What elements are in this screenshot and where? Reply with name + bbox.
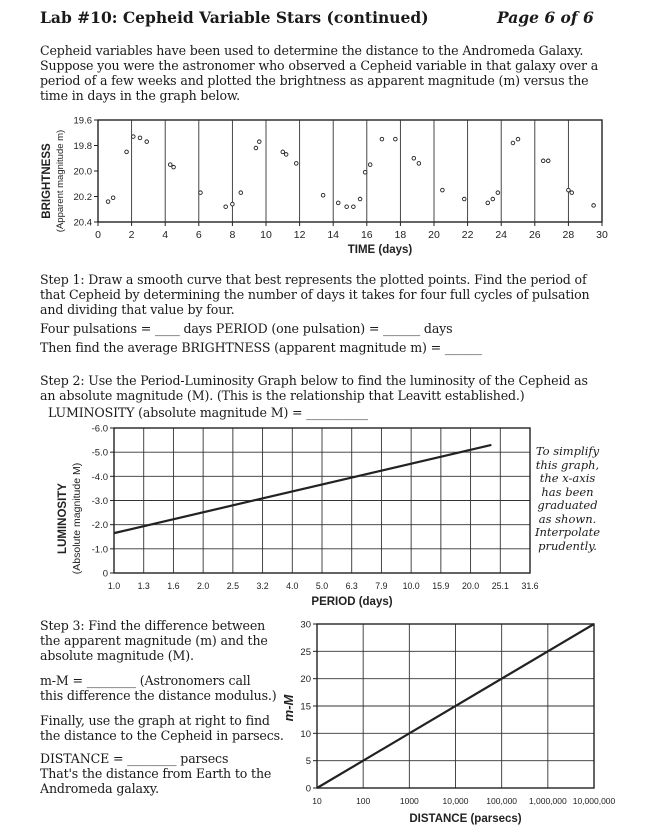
luminosity-line[interactable]: LUMINOSITY (absolute magnitude M) = __________ [48, 405, 368, 420]
x-tick-label: 18 [394, 229, 407, 241]
x-tick-label: 28 [562, 229, 575, 241]
y-tick-label: 0 [102, 568, 108, 580]
data-point [368, 163, 372, 167]
y-tick-label: 30 [300, 619, 311, 631]
data-point [125, 150, 129, 154]
data-point [380, 137, 384, 141]
y-tick-label: -2.0 [91, 520, 108, 532]
x-tick-label: 25.1 [491, 581, 509, 591]
note-line: this graph, [535, 457, 600, 472]
data-point [567, 188, 571, 192]
data-point [106, 200, 110, 204]
x-tick-label: 22 [461, 229, 474, 241]
x-tick-label: 30 [596, 229, 608, 241]
page-number: Page 6 of 6 [497, 8, 594, 27]
data-point [254, 146, 258, 150]
x-tick-label: 1000 [399, 796, 419, 806]
y-tick-label: 5 [305, 756, 311, 768]
step1-line: and dividing that value by four. [40, 302, 235, 317]
y-axis-label: BRIGHTNESS [41, 143, 53, 219]
page-title: Lab #10: Cepheid Variable Stars (continued) [40, 8, 429, 27]
x-tick-label: 1.0 [107, 581, 121, 591]
data-point [172, 165, 176, 169]
x-tick-label: 24 [495, 229, 508, 241]
x-tick-label: 5.0 [315, 581, 329, 591]
y-tick-label: 0 [305, 783, 311, 795]
distance-line[interactable]: DISTANCE = ________ parsecs [40, 751, 229, 766]
data-point [394, 137, 398, 141]
y-axis-sublabel: (Apparent magnitude m) [55, 129, 66, 233]
y-tick-label: 20 [300, 674, 311, 686]
intro-line: period of a few weeks and plotted the brightness as apparent magnitude (m) versus the [40, 73, 589, 88]
data-point [145, 140, 149, 144]
step2-block [40, 373, 640, 420]
step1-line: Step 1: Draw a smooth curve that best represents the plotted points. Find the period of [40, 272, 587, 287]
step3-line: absolute magnitude (M). [40, 648, 194, 663]
intro-line: time in days in the graph below. [40, 88, 240, 103]
plot-frame [98, 120, 602, 222]
x-tick-label: 26 [528, 229, 541, 241]
note-line: graduated [537, 498, 598, 512]
data-point [462, 197, 466, 201]
y-tick-label: -4.0 [91, 471, 108, 483]
step3-block [40, 618, 290, 796]
x-axis-label: TIME (days) [347, 244, 413, 256]
data-point [541, 159, 545, 163]
data-point [281, 150, 285, 154]
x-tick-label: 4.0 [286, 581, 299, 591]
x-tick-label: 6.3 [345, 581, 358, 591]
data-point [239, 191, 243, 195]
x-tick-label: 1,000,000 [528, 796, 567, 806]
y-tick-label: -5.0 [91, 447, 108, 459]
finally-line: Finally, use the graph at right to find [40, 713, 270, 728]
data-point [592, 204, 596, 208]
data-point [138, 136, 142, 140]
y-tick-label: -1.0 [91, 544, 108, 556]
x-tick-label: 10,000 [442, 796, 469, 806]
data-point [345, 205, 349, 209]
y-tick-label: 20.0 [73, 166, 92, 178]
step3-line: the apparent magnitude (m) and the [40, 633, 268, 648]
x-tick-label: 14 [327, 229, 340, 241]
data-point [111, 196, 115, 200]
note-line: the x-axis [539, 471, 596, 485]
y-tick-label: 15 [300, 701, 311, 713]
data-point [363, 170, 367, 174]
x-tick-label: 2.5 [226, 581, 239, 591]
side-note [530, 445, 605, 553]
data-point [321, 193, 325, 197]
data-point [496, 191, 500, 195]
thats-line: Andromeda galaxy. [40, 781, 159, 796]
m-minus-M-line2: this difference the distance modulus.) [40, 688, 277, 703]
x-tick-label: 10 [260, 229, 272, 241]
note-line: as shown. [538, 511, 597, 526]
x-tick-label: 10 [312, 796, 322, 806]
x-tick-label: 10.0 [402, 581, 420, 591]
note-line: To simplify [535, 444, 600, 458]
period-luminosity-chart [52, 420, 539, 616]
x-tick-label: 20 [428, 229, 440, 241]
y-tick-label: -3.0 [91, 496, 108, 507]
y-tick-label: 25 [300, 646, 311, 658]
data-point [224, 205, 228, 209]
x-tick-label: 2.0 [197, 581, 210, 591]
y-tick-label: 19.6 [73, 115, 92, 127]
data-point [336, 201, 340, 205]
m-minus-M-line[interactable]: m-M = ________ (Astronomers call [40, 673, 251, 688]
x-tick-label: 12 [293, 229, 306, 241]
y-tick-label: 10 [300, 728, 311, 740]
intro-paragraph [40, 43, 620, 103]
data-point [441, 188, 445, 192]
x-axis-label: DISTANCE (parsecs) [409, 813, 522, 825]
x-tick-label: 100,000 [486, 796, 518, 806]
y-tick-label: 19.8 [73, 141, 92, 152]
note-line: has been [541, 484, 594, 499]
data-point [417, 162, 421, 166]
x-tick-label: 31.6 [521, 581, 539, 591]
data-point [491, 197, 495, 201]
x-tick-label: 8 [229, 229, 236, 241]
pulsations-line[interactable]: Four pulsations = ____ days PERIOD (one pulsation) = ______ days [40, 321, 453, 336]
data-point [412, 156, 416, 160]
data-point [352, 205, 356, 209]
y-tick-label: -6.0 [91, 423, 108, 435]
data-point [358, 197, 362, 201]
x-tick-label: 0 [95, 229, 101, 241]
data-point [570, 191, 574, 195]
x-tick-label: 2 [128, 229, 135, 241]
distance-modulus-chart [282, 618, 622, 830]
intro-line: Cepheid variables have been used to determine the distance to the Andromeda Galaxy. [40, 43, 584, 58]
x-tick-label: 15.9 [432, 581, 450, 591]
x-tick-label: 6 [195, 229, 202, 241]
step2-line: Step 2: Use the Period-Luminosity Graph below to find the luminosity of the Cepheid as [40, 373, 588, 388]
step1-block [40, 272, 640, 355]
data-point [284, 153, 288, 157]
y-axis-label: LUMINOSITY [57, 483, 69, 554]
data-point [546, 159, 550, 163]
data-point [257, 140, 261, 144]
light-curve-chart [30, 112, 620, 274]
data-point [168, 163, 172, 167]
x-tick-label: 1.3 [137, 581, 150, 591]
data-point [486, 201, 490, 205]
x-tick-label: 10,000,000 [572, 796, 616, 806]
x-tick-label: 20.0 [462, 581, 480, 591]
x-axis-label: PERIOD (days) [311, 596, 393, 608]
data-point [231, 202, 235, 206]
x-tick-label: 1.6 [167, 581, 180, 591]
y-axis-label: m-M [281, 694, 296, 722]
data-point [511, 141, 515, 145]
data-point [294, 162, 298, 166]
step2-line: an absolute magnitude (M). (This is the relationship that Leavitt established.) [40, 388, 525, 403]
finally-line: the distance to the Cepheid in parsecs. [40, 728, 284, 743]
y-axis-sublabel: (Absolute magnitude M) [71, 462, 83, 575]
x-tick-label: 3.2 [256, 581, 269, 591]
y-tick-label: 20.4 [73, 217, 92, 229]
x-tick-label: 7.9 [375, 581, 388, 591]
x-tick-label: 100 [356, 796, 371, 806]
y-tick-label: 20.2 [73, 192, 92, 203]
step3-line: Step 3: Find the difference between [40, 618, 266, 633]
thats-line: That's the distance from Earth to the [40, 766, 272, 781]
x-tick-label: 16 [360, 229, 373, 241]
data-point [131, 135, 135, 139]
note-line: Interpolate [534, 525, 601, 539]
data-point [516, 137, 520, 141]
period-luminosity-line [114, 445, 491, 533]
intro-line: Suppose you were the astronomer who observed a Cepheid variable in that galaxy over a [40, 58, 599, 73]
note-line: prudently. [538, 538, 597, 553]
x-tick-label: 4 [162, 229, 169, 241]
step1-line: that Cepheid by determining the number of days it takes for four full cycles of pulsation [40, 287, 590, 302]
data-point [199, 191, 203, 195]
brightness-line[interactable]: Then find the average BRIGHTNESS (apparent magnitude m) = ______ [40, 340, 482, 355]
